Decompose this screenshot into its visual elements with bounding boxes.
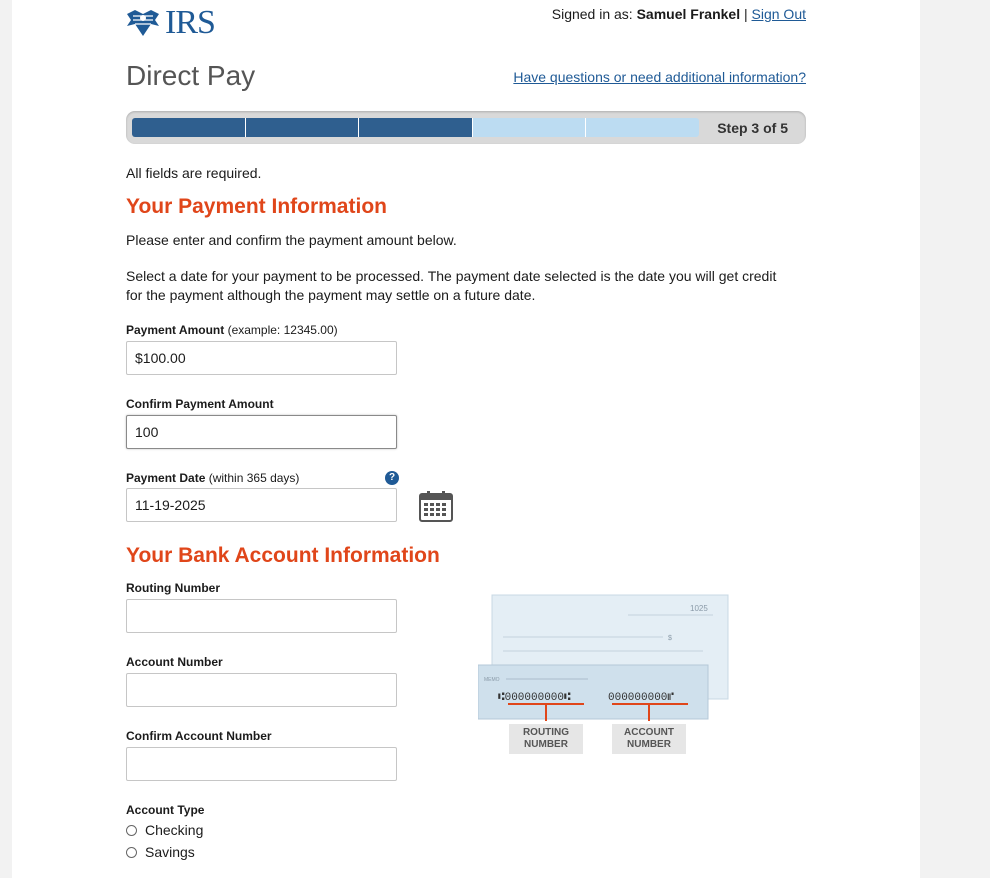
sign-out-link[interactable]: Sign Out [751, 6, 806, 22]
routing-tag-line1: ROUTING [522, 727, 570, 738]
progress-segment [246, 118, 360, 137]
user-name: Samuel Frankel [636, 6, 741, 22]
right-background [920, 0, 990, 878]
date-intro: Select a date for your payment to be processed. The payment date selected is the date you will get credit for the payment although the payment may settle on a future date. [126, 268, 777, 303]
routing-number-tag [509, 724, 583, 754]
irs-logo[interactable] [125, 6, 215, 40]
payment-amount-label [126, 323, 338, 337]
required-note: All fields are required. [126, 165, 262, 181]
logo-text: IRS [165, 4, 215, 41]
account-tag-line2: NUMBER [627, 739, 671, 750]
account-tag-line1: ACCOUNT [624, 727, 674, 738]
check-image [478, 593, 736, 721]
confirm-amount-label: Confirm Payment Amount [126, 397, 274, 411]
signed-in-prefix: Signed in as: [551, 6, 633, 22]
confirm-account-number-input[interactable] [126, 747, 397, 781]
check-number: 1025 [690, 604, 708, 613]
separator: | [743, 6, 748, 22]
confirm-account-number-label: Confirm Account Number [126, 729, 272, 743]
progress-segment [586, 118, 699, 137]
progress-segment [359, 118, 473, 137]
progress-segment [473, 118, 587, 137]
payment-section-title: Your Payment Information [126, 195, 387, 218]
radio-button[interactable] [126, 825, 137, 836]
payment-amount-hint: (example: 12345.00) [227, 323, 338, 337]
routing-number-input[interactable] [126, 599, 397, 633]
payment-amount-label-text: Payment Amount [126, 323, 225, 337]
calendar-icon[interactable] [419, 490, 453, 522]
bank-section-title: Your Bank Account Information [126, 544, 440, 567]
radio-savings-label: Savings [145, 844, 195, 860]
progress-track [132, 118, 699, 137]
routing-digits: ⑆000000000⑆ [498, 692, 571, 704]
progress-segment [132, 118, 246, 137]
eagle-icon [125, 6, 161, 40]
payment-date-input[interactable]: 11-19-2025 [126, 488, 397, 522]
step-label: Step 3 of 5 [717, 120, 788, 136]
account-number-input[interactable] [126, 673, 397, 707]
payment-date-label-text: Payment Date [126, 471, 206, 485]
account-digits: 000000000⑈ [608, 692, 675, 704]
routing-tag-line2: NUMBER [524, 739, 568, 750]
page-title: Direct Pay [126, 60, 256, 91]
payment-date-hint: (within 365 days) [208, 471, 300, 485]
payment-amount-input[interactable]: $100.00 [126, 341, 397, 375]
routing-number-label: Routing Number [126, 581, 220, 595]
radio-checking[interactable] [126, 822, 203, 838]
account-number-label: Account Number [126, 655, 223, 669]
page-container [12, 0, 920, 878]
memo-label: MEMO [484, 677, 500, 683]
account-type-label: Account Type [126, 803, 205, 817]
dollar-sign: $ [668, 635, 672, 642]
confirm-amount-input[interactable]: 100 [126, 415, 397, 449]
radio-button[interactable] [126, 847, 137, 858]
payment-intro: Please enter and confirm the payment amount below. [126, 232, 457, 248]
account-number-tag [612, 724, 686, 754]
radio-savings[interactable] [126, 844, 195, 860]
payment-date-label [126, 471, 299, 485]
help-link[interactable]: Have questions or need additional information? [513, 69, 806, 85]
help-icon[interactable]: ? [385, 471, 399, 485]
progress-bar [126, 111, 806, 144]
signed-in-info [552, 6, 806, 22]
radio-checking-label: Checking [145, 822, 204, 838]
check-illustration [478, 593, 736, 758]
